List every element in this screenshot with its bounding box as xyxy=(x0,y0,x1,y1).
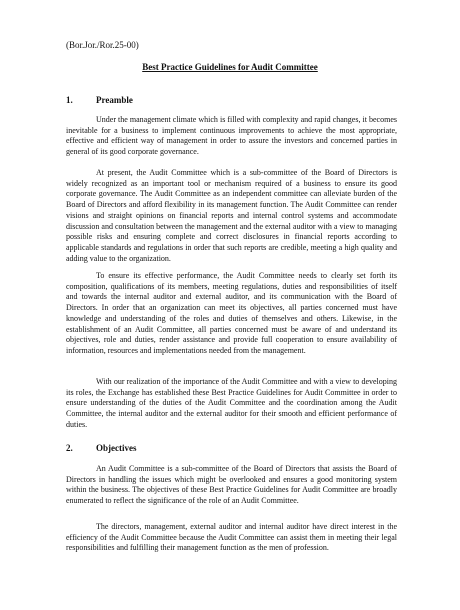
document-title xyxy=(0,62,460,73)
section-heading-objectives xyxy=(66,443,137,454)
section-number: 2. xyxy=(66,443,73,453)
section-title: Preamble xyxy=(96,95,133,105)
paragraph: To ensure its effective performance, the Audit Committee needs to clearly set forth its composition, qualifications of its members, meeting regulations, duties and responsibilities of itself and towards the internal auditor and external auditor, and its communication with the Board of Directors. In order that an organization can meet its objectives, all parties concerned must have knowledge and understanding of the roles and duties of themselves and others. Likewise, in the establishment of an Audit Committee, all parties concerned must be aware of and understand its objectives, role and duties, render assistance and provide full cooperation to ensure availability of information, resources and implementations needed from the management. xyxy=(66,271,397,355)
paragraph: With our realization of the importance of the Audit Committee and with a view to developing its roles, the Exchange has established these Best Practice Guidelines for Audit Committee in order to ensure understanding of the duties of the Audit Committee and the coordination among the Audit Committee, the internal auditor and the external auditor for their smooth and efficient performance of duties. xyxy=(66,377,397,429)
paragraph: Under the management climate which is filled with complexity and rapid changes, it becomes inevitable for a business to implement continuous improvements to achieve the most appropriate, effective and efficient way of management in order to assure the investors and concerned parties in general of its good corporate governance. xyxy=(66,115,397,157)
paragraph: At present, the Audit Committee which is a sub-committee of the Board of Directors is widely recognized as an important tool or mechanism required of a business to ensure its good corporate governance. The Audit Committee as an independent committee can alleviate burden of the Board of Directors and afford flexibility in its management function. The Audit Committee can render visions and straight opinions on financial reports and internal control systems and accommodate discussion and consultation between the management and the external auditor with a view to managing possible risks and ensuring complete and correct disclosures in financial reports according to applicable standards and regulations in order that such reports are credible, meeting a high quality and adding value to the organization. xyxy=(66,168,397,263)
section-heading-preamble xyxy=(66,95,133,106)
document-title-text: Best Practice Guidelines for Audit Committee xyxy=(142,62,318,72)
section-title: Objectives xyxy=(96,443,137,453)
document-reference: (Bor.Jor./Ror.25-00) xyxy=(66,40,139,50)
paragraph: An Audit Committee is a sub-committee of the Board of Directors that assists the Board of Directors in handling the issues which might be overlooked and ensures a good monitoring system within the business. The objectives of these Best Practice Guidelines for Audit Committee are broadly enumerated to reflect the significance of the role of an Audit Committee. xyxy=(66,464,397,506)
paragraph: The directors, management, external auditor and internal auditor have direct interest in the efficiency of the Audit Committee because the Audit Committee can assist them in meeting their legal responsibilities and fulfilling their management function as the men of profession. xyxy=(66,522,397,553)
section-number: 1. xyxy=(66,95,73,105)
